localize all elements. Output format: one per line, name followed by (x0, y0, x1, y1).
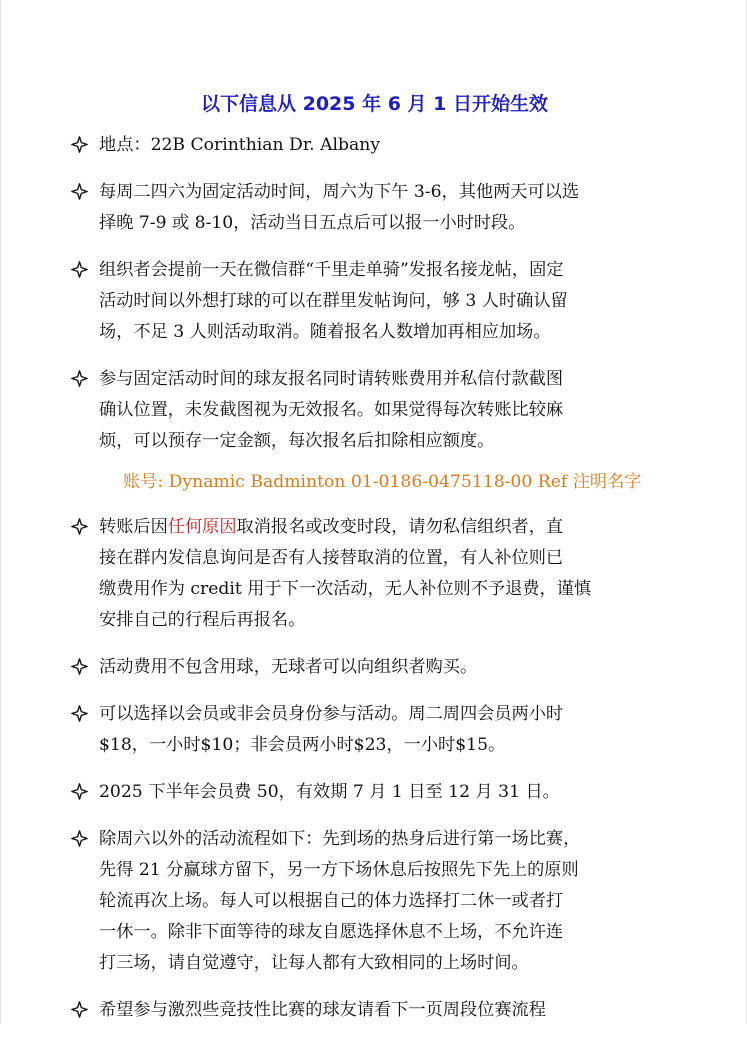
four-pointed-star-icon (71, 1001, 88, 1018)
item-text-line: 除周六以外的活动流程如下：先到场的热身后进行第一场比赛， (99, 829, 581, 849)
four-pointed-star-icon (71, 518, 88, 535)
list-item-signup (71, 255, 703, 348)
list-item-payment (71, 364, 703, 457)
four-pointed-star-icon (71, 658, 88, 675)
list-item-fees (71, 699, 703, 761)
rules-list (71, 130, 703, 1042)
item-text-line: 择晚 7-9 或 8-10，活动当日五点后可以报一小时时段。 (99, 213, 526, 233)
item-text-line: 希望参与激烈些竞技性比赛的球友请看下一页周段位赛流程 (99, 1000, 546, 1020)
item-text-line: 可以选择以会员或非会员身份参与活动。周二周四会员两小时 (99, 704, 564, 724)
four-pointed-star-icon (71, 183, 88, 200)
item-text-line: 先得 21 分赢球方留下，另一方下场休息后按照先下先上的原则 (99, 860, 579, 880)
four-pointed-star-icon (71, 370, 88, 387)
list-item-shuttles (71, 652, 703, 683)
list-item-membership (71, 777, 703, 808)
item-text-line: 每周二四六为固定活动时间，周六为下午 3-6，其他两天可以选 (99, 182, 580, 202)
highlight-any-reason: 任何原因 (167, 517, 237, 537)
item-text-line: 确认位置，未发截图视为无效报名。如果觉得每次转账比较麻 (99, 400, 564, 420)
bank-account-line: 账号: Dynamic Badminton 01-0186-0475118-00 Ref 注明名字 (123, 472, 642, 492)
item-text-line: 活动费用不包含用球，无球者可以向组织者购买。 (99, 657, 478, 677)
item-text-line: 2025 下半年会员费 50，有效期 7 月 1 日至 12 月 31 日。 (99, 782, 560, 802)
item-text-after: 取消报名或改变时段，请勿私信组织者，直 (236, 517, 564, 537)
four-pointed-star-icon (71, 261, 88, 278)
four-pointed-star-icon (71, 830, 88, 847)
item-text-line: 一休一。除非下面等待的球友自愿选择休息不上场，不允许连 (99, 922, 564, 942)
item-text-line: 参与固定活动时间的球友报名同时请转账费用并私信付款截图 (99, 369, 564, 389)
item-text-line: 缴费用作为 credit 用于下一次活动，无人补位则不予退费，谨慎 (99, 579, 592, 599)
list-item-procedure (71, 824, 703, 979)
item-text-before: 转账后因 (99, 517, 168, 537)
item-text-line (99, 512, 703, 543)
item-text-line: 活动时间以外想打球的可以在群里发帖询问，够 3 人时确认留 (99, 291, 568, 311)
item-text-line: 接在群内发信息询问是否有人接替取消的位置，有人补位则已 (99, 548, 564, 568)
list-item-cancellation (71, 512, 703, 636)
four-pointed-star-icon (71, 705, 88, 722)
list-item-schedule (71, 177, 703, 239)
list-item-location (71, 130, 703, 161)
four-pointed-star-icon (71, 783, 88, 800)
item-text-line: 打三场，请自觉遵守，让每人都有大致相同的上场时间。 (99, 953, 529, 973)
item-text-line: 轮流再次上场。每人可以根据自己的体力选择打二休一或者打 (99, 891, 564, 911)
four-pointed-star-icon (71, 136, 88, 153)
item-text-line: 地点：22B Corinthian Dr. Albany (99, 135, 381, 155)
item-text-line: 组织者会提前一天在微信群“千里走单骑”发报名接龙帖，固定 (99, 260, 564, 280)
item-text-line: 场，不足 3 人则活动取消。随着报名人数增加再相应加场。 (99, 322, 551, 342)
page-title: 以下信息从 2025 年 6 月 1 日开始生效 (200, 93, 548, 115)
list-item-next-page (71, 995, 703, 1026)
item-text-line: $18，一小时$10；非会员两小时$23，一小时$15。 (99, 735, 506, 755)
item-text-line: 安排自己的行程后再报名。 (99, 610, 306, 630)
item-text-line: 烦，可以预存一定金额，每次报名后扣除相应额度。 (99, 431, 495, 451)
